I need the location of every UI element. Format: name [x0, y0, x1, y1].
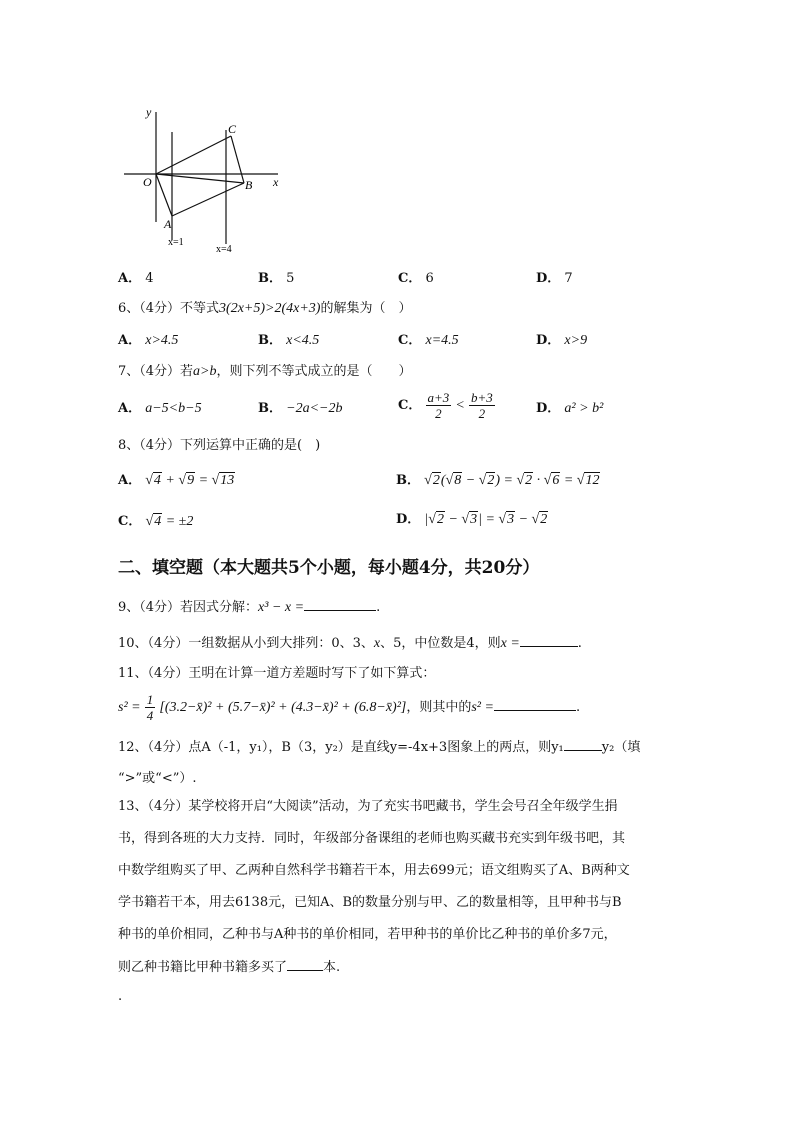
q5-option-c: C． 6 [398, 271, 434, 286]
q13-line-5: 种书的单价相同，乙种书与A种书的单价相同，若甲种书的单价比乙种书的单价多7元， [118, 927, 617, 942]
q12-line-2: “>”或“<”）. [118, 771, 197, 786]
q13-line-4: 学书籍若干本，用去6138元，已知A、B的数量分别与甲、乙的数量相等，且甲种书与B [118, 895, 622, 910]
q7-option-b: B． −2a<−2b [258, 401, 343, 416]
q7-stem: 7、（4分）若a>b，则下列不等式成立的是（ ） [118, 364, 412, 379]
q11-answer-blank [494, 698, 576, 711]
label-x4: x=4 [216, 244, 232, 255]
q13-answer-blank [287, 958, 323, 971]
q7-option-a: A． a−5<b−5 [118, 401, 202, 416]
q6-option-b: B． x<4.5 [258, 333, 320, 348]
label-y: y [146, 105, 152, 119]
triangle-diagram [118, 100, 293, 255]
q6-stem: 6、（4分）不等式3(2x+5)>2(4x+3)的解集为（ ） [118, 301, 412, 316]
label-b: B [245, 178, 253, 192]
fraction-a: $\frac{a+3}{2}$ [427, 390, 450, 421]
q6-option-c: C． x=4.5 [398, 333, 459, 348]
label-x: x [273, 175, 279, 189]
q13-line-2: 书，得到各班的大力支持．同时，年级部分备课组的老师也购买藏书充实到年级书吧，其 [118, 831, 626, 846]
q8-option-c: C． √4 = ±2 [118, 514, 194, 529]
segment-ao [156, 174, 172, 216]
q8-option-b: B． √2(√8 − √2) = √2 · √6 = √12 [396, 473, 600, 488]
q8-option-d: D． |√2 − √3| = √3 − √2 [396, 512, 548, 527]
fraction-quarter: $\frac{1}{4}$ [146, 692, 154, 723]
q6-option-a: A． x>4.5 [118, 333, 179, 348]
q5-option-a: A． 4 [118, 271, 154, 286]
q8-option-a: A． √4 + √9 = √13 [118, 473, 235, 488]
segment-oc [156, 136, 231, 174]
q12-line-1: 12、（4分）点A（-1，y₁），B（3，y₂）是直线y=-4x+3图象上的两点，则y₁ y₂（填 [118, 740, 641, 755]
label-c: C [228, 122, 237, 136]
q8-stem: 8、（4分）下列运算中正确的是( ) [118, 438, 321, 453]
label-x1: x=1 [168, 237, 184, 248]
segment-ab [172, 183, 244, 216]
q11-stem: 11、（4分）王明在计算一道方差题时写下了如下算式： [118, 666, 436, 681]
q13-line-1: 13、（4分）某学校将开启“大阅读”活动，为了充实书吧藏书，学生会号召全年级学生捐 [118, 799, 618, 814]
label-o: O [143, 175, 152, 189]
q11-formula: s² = $\frac{1}{4}$ [(3.2−x̄)² + (5.7−x̄)² + (4.3−x̄)² + (6.8−x̄)²]，则其中的s² = . [118, 692, 581, 723]
segment-ob [156, 174, 244, 183]
label-a: A [164, 217, 172, 231]
q13-line-6: 则乙种书籍比甲种书籍多买了 本. [118, 960, 341, 975]
q13-line-3: 中数学组购买了甲、乙两种自然科学书籍若干本，用去699元；语文组购买了A、B两种文 [118, 863, 630, 878]
segment-cb [231, 136, 244, 183]
q12-answer-blank [564, 738, 602, 751]
fraction-b: $\frac{b+3}{2}$ [471, 390, 493, 421]
q7-option-c: C． $\frac{a+3}{2}$ < $\frac{b+3}{2}$ [398, 390, 493, 421]
section-2-heading: 二、填空题（本大题共5个小题，每小题4分，共20分） [118, 558, 540, 578]
q10-stem: 10、（4分）一组数据从小到大排列：0、3、x、5，中位数是4，则x = . [118, 636, 582, 651]
q9-stem: 9、（4分）若因式分解：x³ − x = . [118, 600, 381, 615]
q9-answer-blank [304, 598, 376, 611]
trailing-dot: . [118, 989, 123, 1004]
q6-option-d: D． x>9 [536, 333, 588, 348]
q5-option-d: D． 7 [536, 271, 573, 286]
q7-option-d: D． a² > b² [536, 401, 604, 416]
coordinate-figure [118, 100, 293, 255]
q10-answer-blank [520, 634, 578, 647]
q5-option-b: B． 5 [258, 271, 295, 286]
